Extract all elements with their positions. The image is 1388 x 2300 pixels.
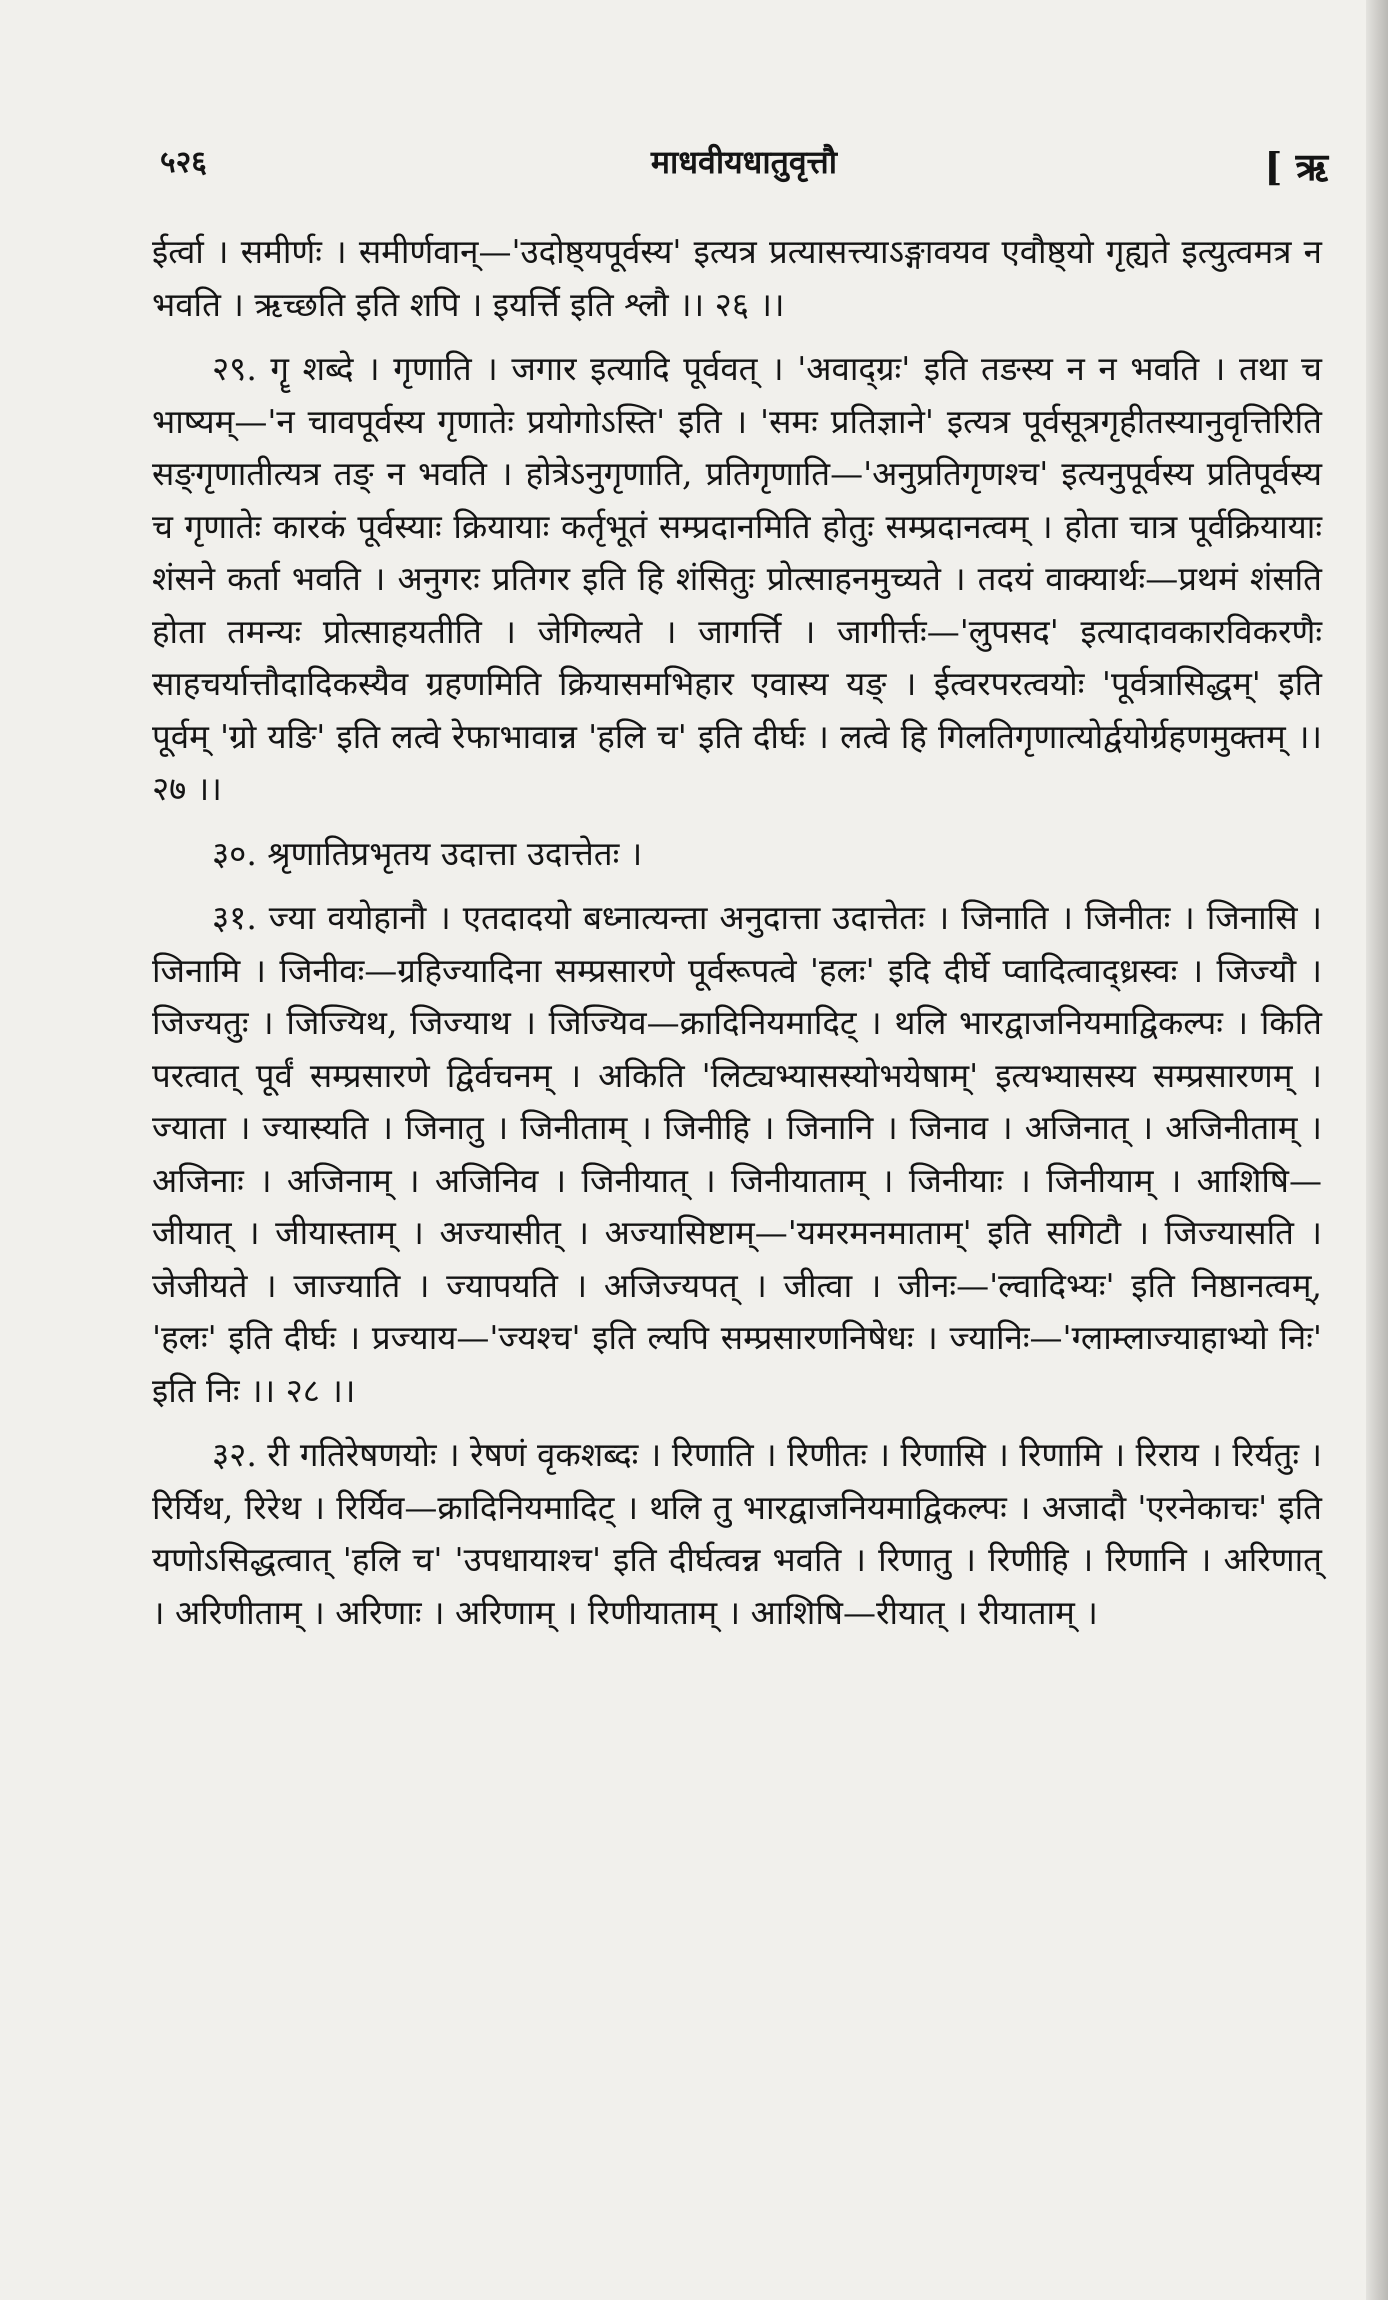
paragraph-4: ३१. ज्या वयोहानौ । एतदादयो बध्नात्यन्ता अनुदात्ता उदात्तेतः । जिनाति । जिनीतः । जिनासि । जिनामि । जिनीवः—ग्रहिज्यादिना सम्प्रसारणे पूर्वरूपत्वे 'हलः' इदि दीर्घे प्वादित्वाद्ध्रस्वः । जिज्यौ । जिज्यतुः । जिज्यिथ, जिज्याथ । जिज्यिव—क्रादिनियमादिट् । थलि भारद्वाजनियमाद्विकल्पः । किति परत्वात् पूर्वं सम्प्रसारणे द्विर्वचनम् । अकिति 'लिट्यभ्यासस्योभयेषाम्' इत्यभ्यासस्य सम्प्रसारणम् । ज्याता । ज्यास्यति । जिनातु । जिनीताम् । जिनीहि । जिनानि । जिनाव । अजिनात् । अजिनीताम् । अजिनाः । अजिनाम् । अजिनिव । जिनीयात् । जिनीयाताम् । जिनीयाः । जिनीयाम् । आशिषि—जीयात् । जीयास्ताम् । अज्यासीत् । अज्यासिष्टाम्—'यमरमनमाताम्' इति सगिटौ । जिज्यासति । जेजीयते । जाज्याति । ज्यापयति । अजिज्यपत् । जीत्वा । जीनः—'ल्वादिभ्यः' इति निष्ठानत्वम्, 'हलः' इति दीर्घः । प्रज्याय—'ज्यश्च' इति ल्यपि सम्प्रसारणनिषेधः । ज्यानिः—'ग्लाम्लाज्याहाभ्यो निः' इति निः ।। २८ ।। [152,898,1322,1410]
paragraph-3: ३०. श्रृणातिप्रभृतय उदात्ता उदात्तेतः । [212,833,643,873]
page-edge-shadow [1366,0,1388,2300]
paragraph-2: २९. गॄ शब्दे । गृणाति । जगार इत्यादि पूर्ववत् । 'अवाद्ग्रः' इति तङस्य न न भवति । तथा च भाष्यम्—'न चावपूर्वस्य गृणातेः प्रयोगोऽस्ति' इति । 'समः प्रतिज्ञाने' इत्यत्र पूर्वसूत्रगृहीतस्यानुवृत्तिरिति सङ्गृणातीत्यत्र तङ् न भवति । होत्रेऽनुगृणाति, प्रतिगृणाति—'अनुप्रतिगृणश्च' इत्यनुपूर्वस्य प्रतिपूर्वस्य च गृणातेः कारकं पूर्वस्याः क्रियायाः कर्तृभूतं सम्प्रदानमिति होतुः सम्प्रदानत्वम् । होता चात्र पूर्वक्रियायाः शंसने कर्ता भवति । अनुगरः प्रतिगर इति हि शंसितुः प्रोत्साहनमुच्यते । तदयं वाक्यार्थः—प्रथमं शंसति होता तमन्यः प्रोत्साहयतीति । जेगिल्यते । जागर्त्ति । जागीर्त्तः—'लुपसद' इत्यादावकारविकरणैः साहचर्यात्तौदादिकस्यैव ग्रहणमिति क्रियासमभिहार एवास्य यङ् । ईत्वरपरत्वयोः 'पूर्वत्रासिद्धम्' इति पूर्वम् 'ग्रो यङि' इति लत्वे रेफाभावान्न 'हलि च' इति दीर्घः । लत्वे हि गिलतिगृणात्योर्द्वयोर्ग्रहणमुक्तम् ।। २७ ।। [152,349,1322,808]
paragraph-5: ३२. री गतिरेषणयोः । रेषणं वृकशब्दः । रिणाति । रिणीतः । रिणासि । रिणामि । रिराय । रिर्यतुः । रिर्यिथ, रिरेथ । रिर्यिव—क्रादिनियमादिट् । थलि तु भारद्वाजनियमाद्विकल्पः । अजादौ 'एरनेकाचः' इति यणोऽसिद्धत्वात् 'हलि च' 'उपधायाश्च' इति दीर्घत्वन्न भवति । रिणातु । रिणीहि । रिणानि । अरिणात् । अरिणीताम् । अरिणाः । अरिणाम् । रिणीयाताम् । आशिषि—रीयात् । रीयाताम् । [152,1435,1322,1632]
chapter-mark: [ ऋ [1264,144,1328,189]
paragraph-1: ईर्त्वा । समीर्णः । समीर्णवान्—'उदोष्ठ्यपूर्वस्य' इत्यत्र प्रत्यासत्त्याऽङ्गावयव एवौष्ठ्यो गृह्यते इत्युत्वमत्र न भवति । ऋच्छति इति शपि । इयर्त्ति इति श्लौ ।। २६ ।। [152,232,1322,324]
body-text [152,226,1322,1651]
page-number: ५२६ [160,145,207,180]
running-title: माधवीयधातुवृत्तौ [650,143,838,181]
page-header [160,140,1328,190]
